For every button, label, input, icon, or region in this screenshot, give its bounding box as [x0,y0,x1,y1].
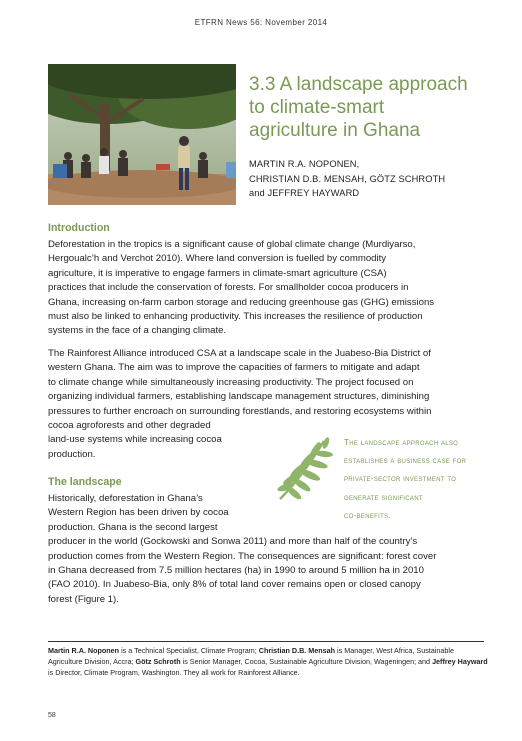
pullquote-line: establishes a business case for [344,456,467,466]
text-line: The Rainforest Alliance introduced CSA at a landscape scale in the Juabeso-Bia District of [48,348,431,359]
footnote-divider [48,641,484,642]
title-line: to climate-smart [249,97,385,118]
pullquote-line: private-sector investment to [344,474,457,484]
title-line: agriculture in Ghana [249,120,421,141]
text-line: organizing individual farmers, establishing landscape management structures, diminishing [48,391,430,403]
text-line: land-use systems while increasing cocoa [48,434,222,446]
author-line: MARTIN R.A. NOPONEN, [249,159,360,169]
affiliation-text: is Director, Climate Program, Washington. They all work for Rainforest Alliance. [48,668,300,678]
text-line: production. Ghana is the second largest [48,521,218,533]
introduction-heading: Introduction [48,222,110,234]
author-line: and JEFFREY HAYWARD [249,188,360,198]
pull-quote [344,434,494,525]
running-head: ETFRN News 56: November 2014 [194,18,328,27]
author-name: Christian D.B. Mensah [258,646,336,655]
introduction-paragraph-1 [48,238,488,339]
text-line: producer in the world (Gockowski and Sonwa 2011) and more than half of the country’s [48,536,418,548]
author-name: Götz Schroth [135,657,181,667]
text-line: practices that include the conservation of forests. For smallholder cocoa producers in [48,282,409,294]
author-line: CHRISTIAN D.B. MENSAH, GÖTZ SCHROTH [249,173,446,184]
pullquote-line: The landscape approach also [344,438,459,447]
landscape-heading: The landscape [48,476,122,488]
text-line: Historically, deforestation in Ghana’s [48,493,203,504]
text-line: production comes from the Western Region. The consequences are significant: forest cover [48,550,437,562]
author-name: Martin R.A. Noponen [48,646,120,655]
text-line: Ghana, increasing on-farm carbon storage and reducing greenhouse gas (GHG) emissions [48,296,435,308]
text-line: to climate change while simultaneously increasing productivity. The project focused on [48,376,414,388]
text-line: Deforestation in the tropics is a significant cause of global climate change (Murdiyarso, [48,239,416,250]
page-number: 58 [48,712,56,719]
text-line: Hergoualc’h and Verchot 2010). Where land conversion is fuelled by commodity [48,253,387,265]
cover-photo [48,64,236,205]
text-line: Western Region has been driven by cocoa [48,507,229,519]
text-line: must also be linked to enhancing productivity. This increases the resilience of production [48,311,423,323]
text-line: pressures to further encroach on surrounding forestlands, and restoring ecosystems within [48,405,432,417]
text-line: systems in the face of a changing climate. [48,325,227,337]
author-affiliations-footnote [48,645,488,679]
author-list [249,157,499,201]
text-line: in Ghana decreased from 7.5 million hectares (ha) in 1990 to around 5 million ha in 2010 [48,565,424,577]
pullquote-line: co-benefits. [344,510,391,520]
affiliation-text: is Senior Manager, Cocoa, Sustainable Agriculture Division, Wageningen; and [180,657,433,667]
leaf-icon [272,437,334,503]
article-title [249,73,489,142]
text-line: agriculture, it is imperative to engage farmers in climate-smart agriculture (CSA) [48,267,387,279]
text-line: cocoa agroforests and other degraded [48,420,211,432]
text-line: production. [48,448,96,460]
pullquote-line: generate significant [344,492,423,502]
text-line: western Ghana. The aim was to improve the capacities of farmers to mitigate and adapt [48,362,420,374]
affiliation-text: is Manager, West Africa, Sustainable Agriculture Division, Accra; [48,646,454,667]
text-line: forest (Figure 1). [48,593,119,605]
text-line: (FAO 2010). In Juabeso-Bia, only 8% of total land cover remains open or closed canopy [48,579,421,591]
title-line: 3.3 A landscape approach [249,74,468,95]
affiliation-text: is a Technical Specialist, Climate Program; [119,646,259,655]
author-name: Jeffrey Hayward [432,657,488,667]
